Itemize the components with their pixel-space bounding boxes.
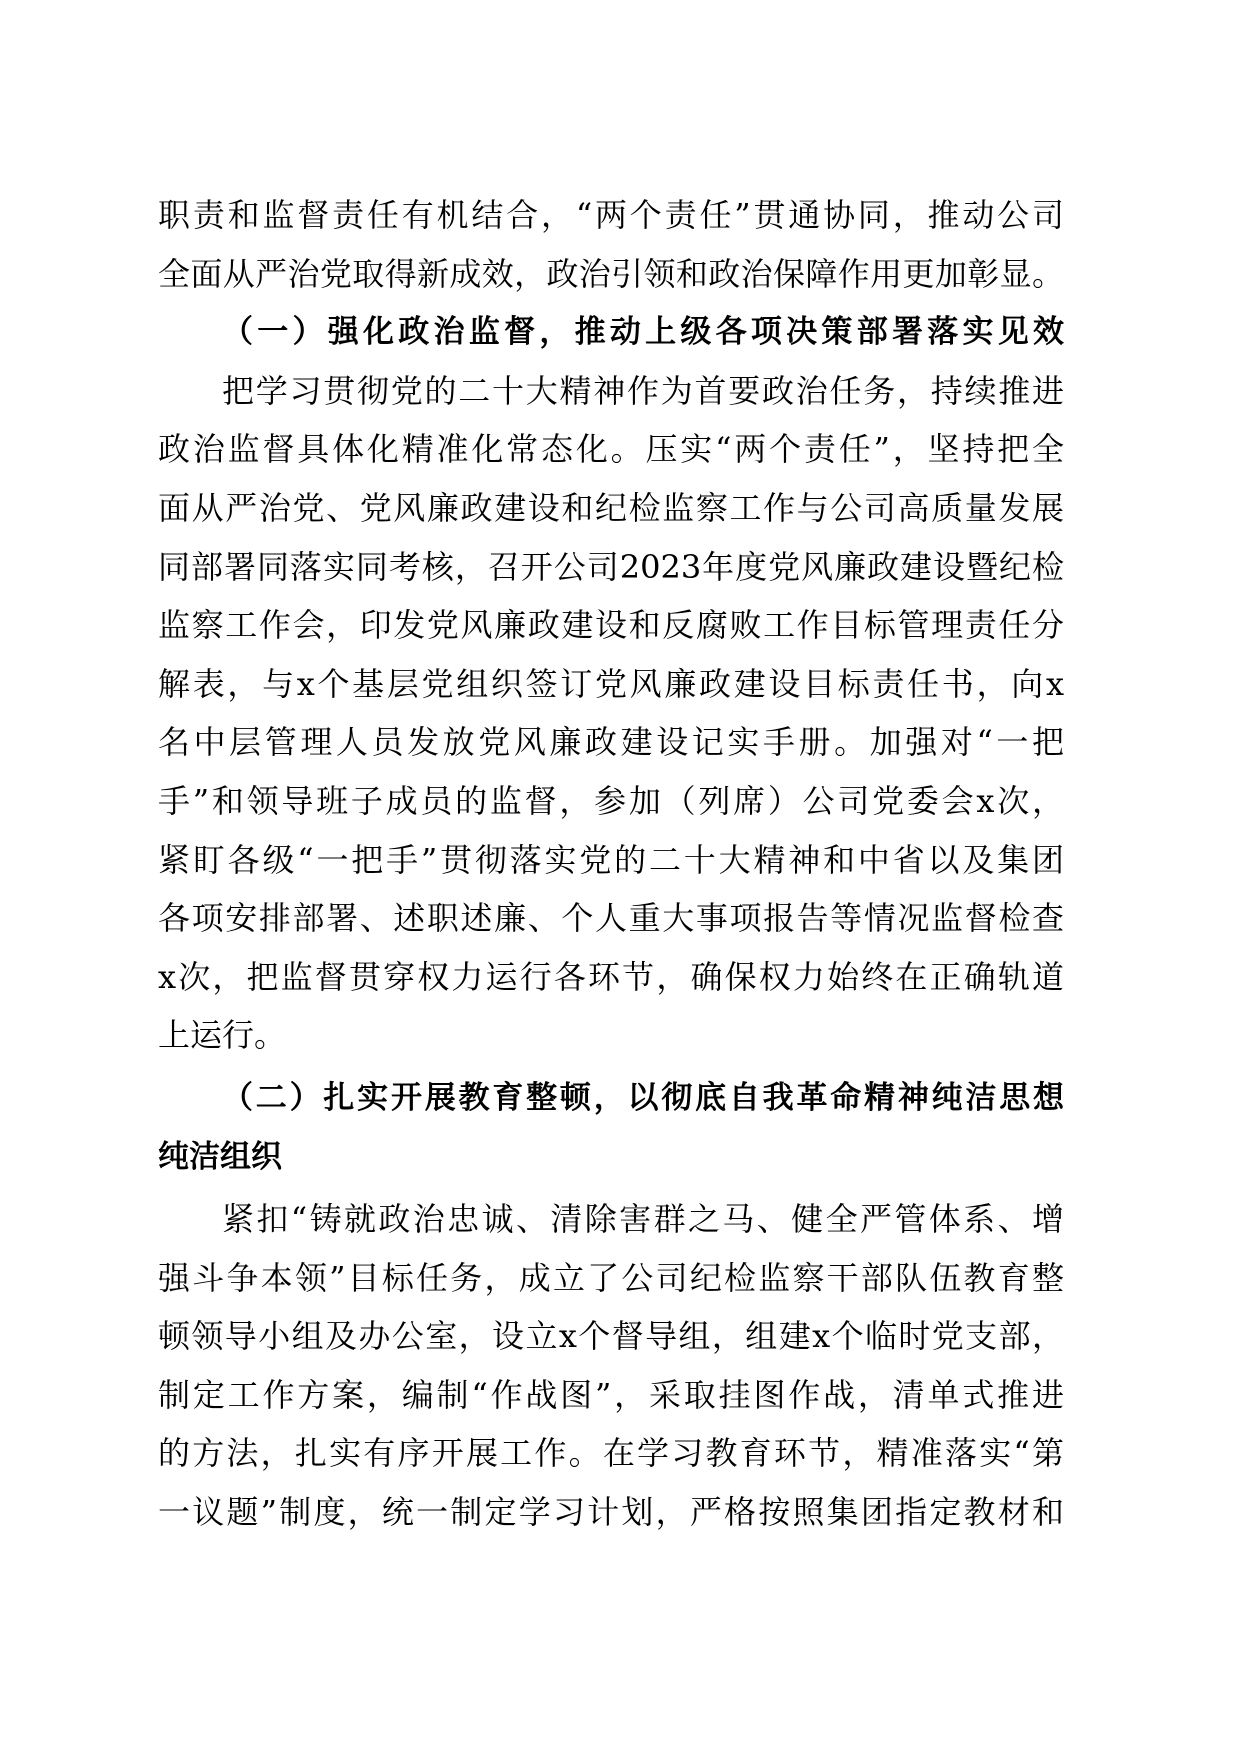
text-line: x次，把监督贯穿权力运行各环节，确保权力始终在正确轨道: [158, 957, 1064, 996]
text-line: 各项安排部署、述职述廉、个人重大事项报告等情况监督检查: [158, 899, 1064, 938]
heading-line: 纯洁组织: [158, 1138, 282, 1175]
text-line: 顿领导小组及办公室，设立x个督导组，组建x个临时党支部，: [158, 1317, 1064, 1356]
text-line: 手”和领导班子成员的监督，参加（列席）公司党委会x次，: [158, 781, 1064, 820]
section-2-paragraph: [158, 1190, 1064, 1542]
text-line: 紧扣“铸就政治忠诚、清除害群之马、健全严管体系、增: [222, 1200, 1064, 1239]
heading-line: （二）扎实开展教育整顿，以彻底自我革命精神纯洁思想: [222, 1079, 1064, 1116]
intro-paragraph: [158, 186, 1064, 303]
text-line: 制定工作方案，编制“作战图”，采取挂图作战，清单式推进: [158, 1375, 1064, 1414]
text-line: 名中层管理人员发放党风廉政建设记实手册。加强对“一把: [158, 723, 1064, 762]
text-line: 面从严治党、党风廉政建设和纪检监察工作与公司高质量发展: [158, 488, 1064, 527]
text-line: 紧盯各级“一把手”贯彻落实党的二十大精神和中省以及集团: [158, 840, 1064, 879]
section-heading-1: （一）强化政治监督，推动上级各项决策部署落实见效: [222, 314, 1064, 351]
text-line: 上运行。: [158, 1016, 287, 1055]
text-line: 全面从严治党取得新成效，政治引领和政治保障作用更加彰显。: [158, 254, 1064, 293]
text-line: 一议题”制度，统一制定学习计划，严格按照集团指定教材和: [158, 1493, 1064, 1532]
text-line: 解表，与x个基层党组织签订党风廉政建设目标责任书，向x: [158, 664, 1064, 703]
text-line: 强斗争本领”目标任务，成立了公司纪检监察干部队伍教育整: [158, 1258, 1064, 1297]
text-line: 监察工作会，印发党风廉政建设和反腐败工作目标管理责任分: [158, 606, 1064, 645]
section-1-paragraph: [158, 362, 1064, 1065]
text-line: 的方法，扎实有序开展工作。在学习教育环节，精准落实“第: [158, 1434, 1064, 1473]
text-line: 政治监督具体化精准化常态化。压实“两个责任”，坚持把全: [158, 430, 1064, 469]
text-line: 同部署同落实同考核，召开公司2023年度党风廉政建设暨纪检: [158, 547, 1064, 586]
section-heading-2: [158, 1069, 1064, 1186]
text-line: 把学习贯彻党的二十大精神作为首要政治任务，持续推进: [222, 371, 1064, 410]
text-line: 职责和监督责任有机结合，“两个责任”贯通协同，推动公司: [158, 196, 1064, 234]
document-body: [158, 186, 1064, 1542]
